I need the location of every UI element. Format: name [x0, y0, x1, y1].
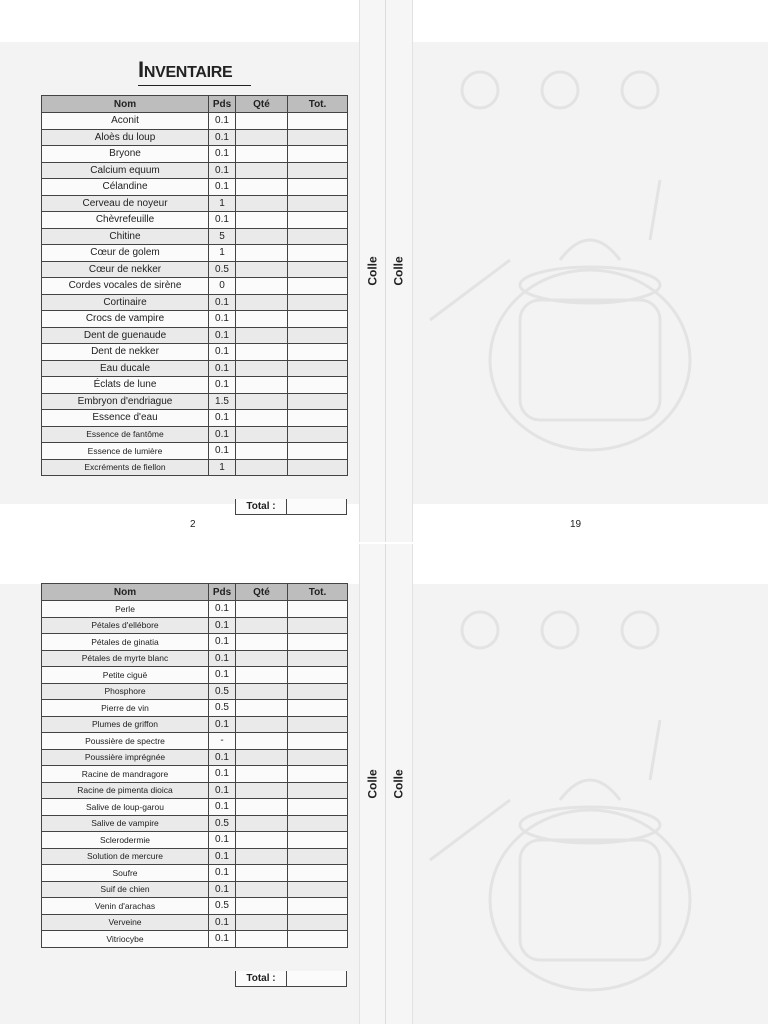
ingredient-name: Essence d'eau	[42, 410, 209, 427]
table-row	[42, 146, 348, 163]
table-row	[42, 360, 348, 377]
table-row	[42, 617, 348, 634]
quantity-field[interactable]	[236, 311, 288, 328]
title-initial: I	[138, 57, 144, 82]
ingredient-weight: 0.1	[209, 667, 236, 684]
total-label: Total :	[235, 499, 287, 515]
ingredient-name: Verveine	[42, 914, 209, 931]
ingredient-name: Perle	[42, 601, 209, 618]
total-field[interactable]	[288, 311, 348, 328]
ingredient-name: Poussière imprégnée	[42, 749, 209, 766]
total-field[interactable]	[288, 931, 348, 948]
glue-tab-label: Colle	[391, 256, 406, 286]
quantity-field[interactable]	[236, 832, 288, 849]
ingredient-name: Essence de lumière	[42, 443, 209, 460]
ingredient-name: Aconit	[42, 113, 209, 130]
quantity-field[interactable]	[236, 898, 288, 915]
ingredient-weight: 0.1	[209, 179, 236, 196]
ingredient-name: Éclats de lune	[42, 377, 209, 394]
quantity-field[interactable]	[236, 393, 288, 410]
ingredient-weight: 0.1	[209, 848, 236, 865]
ingredient-weight: 0.1	[209, 113, 236, 130]
ingredient-name: Dent de guenaude	[42, 327, 209, 344]
ingredient-name: Soufre	[42, 865, 209, 882]
table-row	[42, 311, 348, 328]
ingredient-name: Pétales d'ellébore	[42, 617, 209, 634]
ingredient-weight: 0	[209, 278, 236, 295]
table-row	[42, 228, 348, 245]
quantity-field[interactable]	[236, 228, 288, 245]
ingredient-name: Excréments de fiellon	[42, 459, 209, 476]
table-row	[42, 931, 348, 948]
ingredient-name: Plumes de griffon	[42, 716, 209, 733]
quantity-field[interactable]	[236, 459, 288, 476]
ingredient-weight: 0.1	[209, 766, 236, 783]
total-field[interactable]	[288, 146, 348, 163]
total-field[interactable]	[288, 393, 348, 410]
quantity-field[interactable]	[236, 129, 288, 146]
total-field[interactable]	[288, 634, 348, 651]
total-field[interactable]	[288, 344, 348, 361]
table-row	[42, 459, 348, 476]
ingredient-name: Chèvrefeuille	[42, 212, 209, 229]
ingredient-weight: 0.1	[209, 617, 236, 634]
quantity-field[interactable]	[236, 327, 288, 344]
ingredient-weight: 0.5	[209, 700, 236, 717]
glue-tabs-bottom	[359, 544, 413, 1024]
total-value-field[interactable]	[287, 499, 347, 515]
alchemy-illustration-top	[420, 60, 760, 500]
col-header-quantity: Qté	[236, 96, 288, 113]
quantity-field[interactable]	[236, 294, 288, 311]
quantity-field[interactable]	[236, 179, 288, 196]
col-header-quantity: Qté	[236, 584, 288, 601]
table-row	[42, 650, 348, 667]
ingredient-weight: 5	[209, 228, 236, 245]
table-row	[42, 212, 348, 229]
ingredient-name: Cortinaire	[42, 294, 209, 311]
glue-tab-label: Colle	[391, 769, 406, 799]
page-number-left: 2	[190, 519, 196, 530]
ingredient-name: Racine de pimenta dioica	[42, 782, 209, 799]
total-field[interactable]	[288, 459, 348, 476]
ingredient-weight: 1	[209, 195, 236, 212]
ingredient-name: Cordes vocales de sirène	[42, 278, 209, 295]
ingredient-weight: 0.1	[209, 716, 236, 733]
glue-tab	[360, 0, 386, 542]
ingredient-name: Sclerodermie	[42, 832, 209, 849]
title-rest: NVENTAIRE	[143, 64, 233, 81]
ingredient-weight: 0.1	[209, 426, 236, 443]
alchemy-illustration-bottom	[420, 600, 760, 1020]
glue-tab-label: Colle	[365, 256, 380, 286]
ingredient-weight: 0.1	[209, 162, 236, 179]
quantity-field[interactable]	[236, 261, 288, 278]
ingredient-weight: 0.1	[209, 311, 236, 328]
table-row	[42, 634, 348, 651]
ingredient-weight: 1	[209, 245, 236, 262]
col-header-name: Nom	[42, 584, 209, 601]
ingredient-name: Petite ciguë	[42, 667, 209, 684]
quantity-field[interactable]	[236, 733, 288, 750]
ingredient-weight: 0.5	[209, 261, 236, 278]
total-field[interactable]	[288, 881, 348, 898]
quantity-field[interactable]	[236, 881, 288, 898]
ingredient-name: Calcium equum	[42, 162, 209, 179]
ingredient-weight: 0.1	[209, 634, 236, 651]
ingredient-name: Solution de mercure	[42, 848, 209, 865]
quantity-field[interactable]	[236, 700, 288, 717]
table-row	[42, 113, 348, 130]
table-row	[42, 195, 348, 212]
total-field[interactable]	[288, 799, 348, 816]
glue-tabs-top	[359, 0, 413, 542]
quantity-field[interactable]	[236, 865, 288, 882]
table-row	[42, 914, 348, 931]
ingredient-weight: 0.1	[209, 931, 236, 948]
ingredient-name: Pétales de ginatia	[42, 634, 209, 651]
ingredient-name: Cerveau de noyeur	[42, 195, 209, 212]
table-row	[42, 733, 348, 750]
table-row	[42, 848, 348, 865]
total-field[interactable]	[288, 327, 348, 344]
ingredient-name: Embryon d'endriague	[42, 393, 209, 410]
total-field[interactable]	[288, 377, 348, 394]
quantity-field[interactable]	[236, 617, 288, 634]
quantity-field[interactable]	[236, 782, 288, 799]
table-row	[42, 700, 348, 717]
table-row	[42, 162, 348, 179]
total-field[interactable]	[288, 848, 348, 865]
total-field[interactable]	[288, 195, 348, 212]
total-field[interactable]	[288, 212, 348, 229]
table-row	[42, 426, 348, 443]
ingredient-weight: 0.5	[209, 683, 236, 700]
ingredient-name: Essence de fantôme	[42, 426, 209, 443]
ingredient-weight: 0.1	[209, 146, 236, 163]
ingredient-name: Eau ducale	[42, 360, 209, 377]
quantity-field[interactable]	[236, 146, 288, 163]
glue-tab	[360, 544, 386, 1024]
page-title	[138, 57, 251, 86]
ingredient-weight: 0.1	[209, 601, 236, 618]
table-row	[42, 749, 348, 766]
ingredient-name: Bryone	[42, 146, 209, 163]
ingredient-name: Phosphore	[42, 683, 209, 700]
total-field[interactable]	[288, 815, 348, 832]
ingredient-name: Pétales de myrte blanc	[42, 650, 209, 667]
quantity-field[interactable]	[236, 278, 288, 295]
total-field[interactable]	[288, 113, 348, 130]
total-field[interactable]	[288, 832, 348, 849]
table-row	[42, 327, 348, 344]
quantity-field[interactable]	[236, 410, 288, 427]
ingredient-name: Cœur de golem	[42, 245, 209, 262]
glue-tab-label: Colle	[365, 769, 380, 799]
total-value-field[interactable]	[287, 971, 347, 987]
quantity-field[interactable]	[236, 931, 288, 948]
col-header-total: Tot.	[288, 96, 348, 113]
table-row	[42, 294, 348, 311]
total-label: Total :	[235, 971, 287, 987]
table-row	[42, 782, 348, 799]
col-header-name: Nom	[42, 96, 209, 113]
table-row	[42, 393, 348, 410]
col-header-total: Tot.	[288, 584, 348, 601]
table-row	[42, 601, 348, 618]
col-header-weight: Pds	[209, 96, 236, 113]
ingredient-name: Crocs de vampire	[42, 311, 209, 328]
ingredient-name: Salive de vampire	[42, 815, 209, 832]
ingredient-weight: 0.1	[209, 212, 236, 229]
table-row	[42, 815, 348, 832]
total-field[interactable]	[288, 766, 348, 783]
total-field[interactable]	[288, 601, 348, 618]
page-number-right: 19	[570, 519, 582, 530]
quantity-field[interactable]	[236, 716, 288, 733]
total-field[interactable]	[288, 749, 348, 766]
table-row	[42, 261, 348, 278]
quantity-field[interactable]	[236, 245, 288, 262]
ingredient-weight: 1	[209, 459, 236, 476]
total-field[interactable]	[288, 228, 348, 245]
ingredient-weight: 0.1	[209, 914, 236, 931]
ingredient-weight: 0.1	[209, 881, 236, 898]
ingredient-weight: 0.1	[209, 749, 236, 766]
total-field[interactable]	[288, 261, 348, 278]
ingredient-weight: 0.1	[209, 443, 236, 460]
ingredient-name: Cœur de nekker	[42, 261, 209, 278]
ingredient-weight: -	[209, 733, 236, 750]
quantity-field[interactable]	[236, 749, 288, 766]
ingredient-name: Vitriocybe	[42, 931, 209, 948]
ingredient-weight: 0.1	[209, 327, 236, 344]
total-field[interactable]	[288, 294, 348, 311]
table-row	[42, 865, 348, 882]
total-field[interactable]	[288, 700, 348, 717]
ingredient-name: Salive de loup-garou	[42, 799, 209, 816]
quantity-field[interactable]	[236, 195, 288, 212]
quantity-field[interactable]	[236, 634, 288, 651]
quantity-field[interactable]	[236, 601, 288, 618]
total-field[interactable]	[288, 716, 348, 733]
ingredient-weight: 0.1	[209, 865, 236, 882]
ingredient-weight: 1.5	[209, 393, 236, 410]
quantity-field[interactable]	[236, 443, 288, 460]
quantity-field[interactable]	[236, 914, 288, 931]
table-row	[42, 683, 348, 700]
table-row	[42, 881, 348, 898]
table-row	[42, 799, 348, 816]
quantity-field[interactable]	[236, 426, 288, 443]
table-row	[42, 410, 348, 427]
ingredient-weight: 0.1	[209, 832, 236, 849]
glue-tab	[386, 0, 411, 542]
total-field[interactable]	[288, 360, 348, 377]
ingredient-weight: 0.1	[209, 410, 236, 427]
table-row	[42, 129, 348, 146]
table-row	[42, 443, 348, 460]
total-field[interactable]	[288, 426, 348, 443]
ingredient-name: Célandine	[42, 179, 209, 196]
ingredient-name: Racine de mandragore	[42, 766, 209, 783]
ingredient-name: Aloès du loup	[42, 129, 209, 146]
total-field[interactable]	[288, 865, 348, 882]
quantity-field[interactable]	[236, 360, 288, 377]
total-field[interactable]	[288, 914, 348, 931]
table-row	[42, 344, 348, 361]
table-row	[42, 667, 348, 684]
inventory-table-1	[41, 95, 348, 476]
quantity-field[interactable]	[236, 344, 288, 361]
glue-tab	[386, 544, 411, 1024]
ingredient-weight: 0.1	[209, 377, 236, 394]
quantity-field[interactable]	[236, 766, 288, 783]
ingredient-name: Venin d'arachas	[42, 898, 209, 915]
total-field[interactable]	[288, 733, 348, 750]
table-row	[42, 716, 348, 733]
col-header-weight: Pds	[209, 584, 236, 601]
ingredient-name: Dent de nekker	[42, 344, 209, 361]
ingredient-weight: 0.5	[209, 815, 236, 832]
quantity-field[interactable]	[236, 212, 288, 229]
ingredient-weight: 0.1	[209, 782, 236, 799]
total-field[interactable]	[288, 617, 348, 634]
table-row	[42, 898, 348, 915]
quantity-field[interactable]	[236, 650, 288, 667]
ingredient-weight: 0.1	[209, 360, 236, 377]
total-field[interactable]	[288, 245, 348, 262]
table-row	[42, 377, 348, 394]
total-row-2	[235, 971, 347, 987]
table-row	[42, 179, 348, 196]
quantity-field[interactable]	[236, 848, 288, 865]
total-field[interactable]	[288, 898, 348, 915]
quantity-field[interactable]	[236, 815, 288, 832]
ingredient-name: Poussière de spectre	[42, 733, 209, 750]
quantity-field[interactable]	[236, 162, 288, 179]
ingredient-name: Suif de chien	[42, 881, 209, 898]
total-field[interactable]	[288, 179, 348, 196]
quantity-field[interactable]	[236, 683, 288, 700]
total-row-1	[235, 499, 347, 515]
total-field[interactable]	[288, 278, 348, 295]
ingredient-weight: 0.5	[209, 898, 236, 915]
total-field[interactable]	[288, 410, 348, 427]
table-row	[42, 766, 348, 783]
quantity-field[interactable]	[236, 377, 288, 394]
total-field[interactable]	[288, 129, 348, 146]
total-field[interactable]	[288, 162, 348, 179]
total-field[interactable]	[288, 782, 348, 799]
ingredient-weight: 0.1	[209, 799, 236, 816]
ingredient-weight: 0.1	[209, 344, 236, 361]
ingredient-weight: 0.1	[209, 294, 236, 311]
ingredient-weight: 0.1	[209, 650, 236, 667]
total-field[interactable]	[288, 650, 348, 667]
quantity-field[interactable]	[236, 799, 288, 816]
inventory-table-2	[41, 583, 348, 948]
table-row	[42, 245, 348, 262]
total-field[interactable]	[288, 683, 348, 700]
ingredient-name: Chitine	[42, 228, 209, 245]
quantity-field[interactable]	[236, 667, 288, 684]
ingredient-name: Pierre de vin	[42, 700, 209, 717]
total-field[interactable]	[288, 443, 348, 460]
table-row	[42, 278, 348, 295]
quantity-field[interactable]	[236, 113, 288, 130]
total-field[interactable]	[288, 667, 348, 684]
table-row	[42, 832, 348, 849]
ingredient-weight: 0.1	[209, 129, 236, 146]
